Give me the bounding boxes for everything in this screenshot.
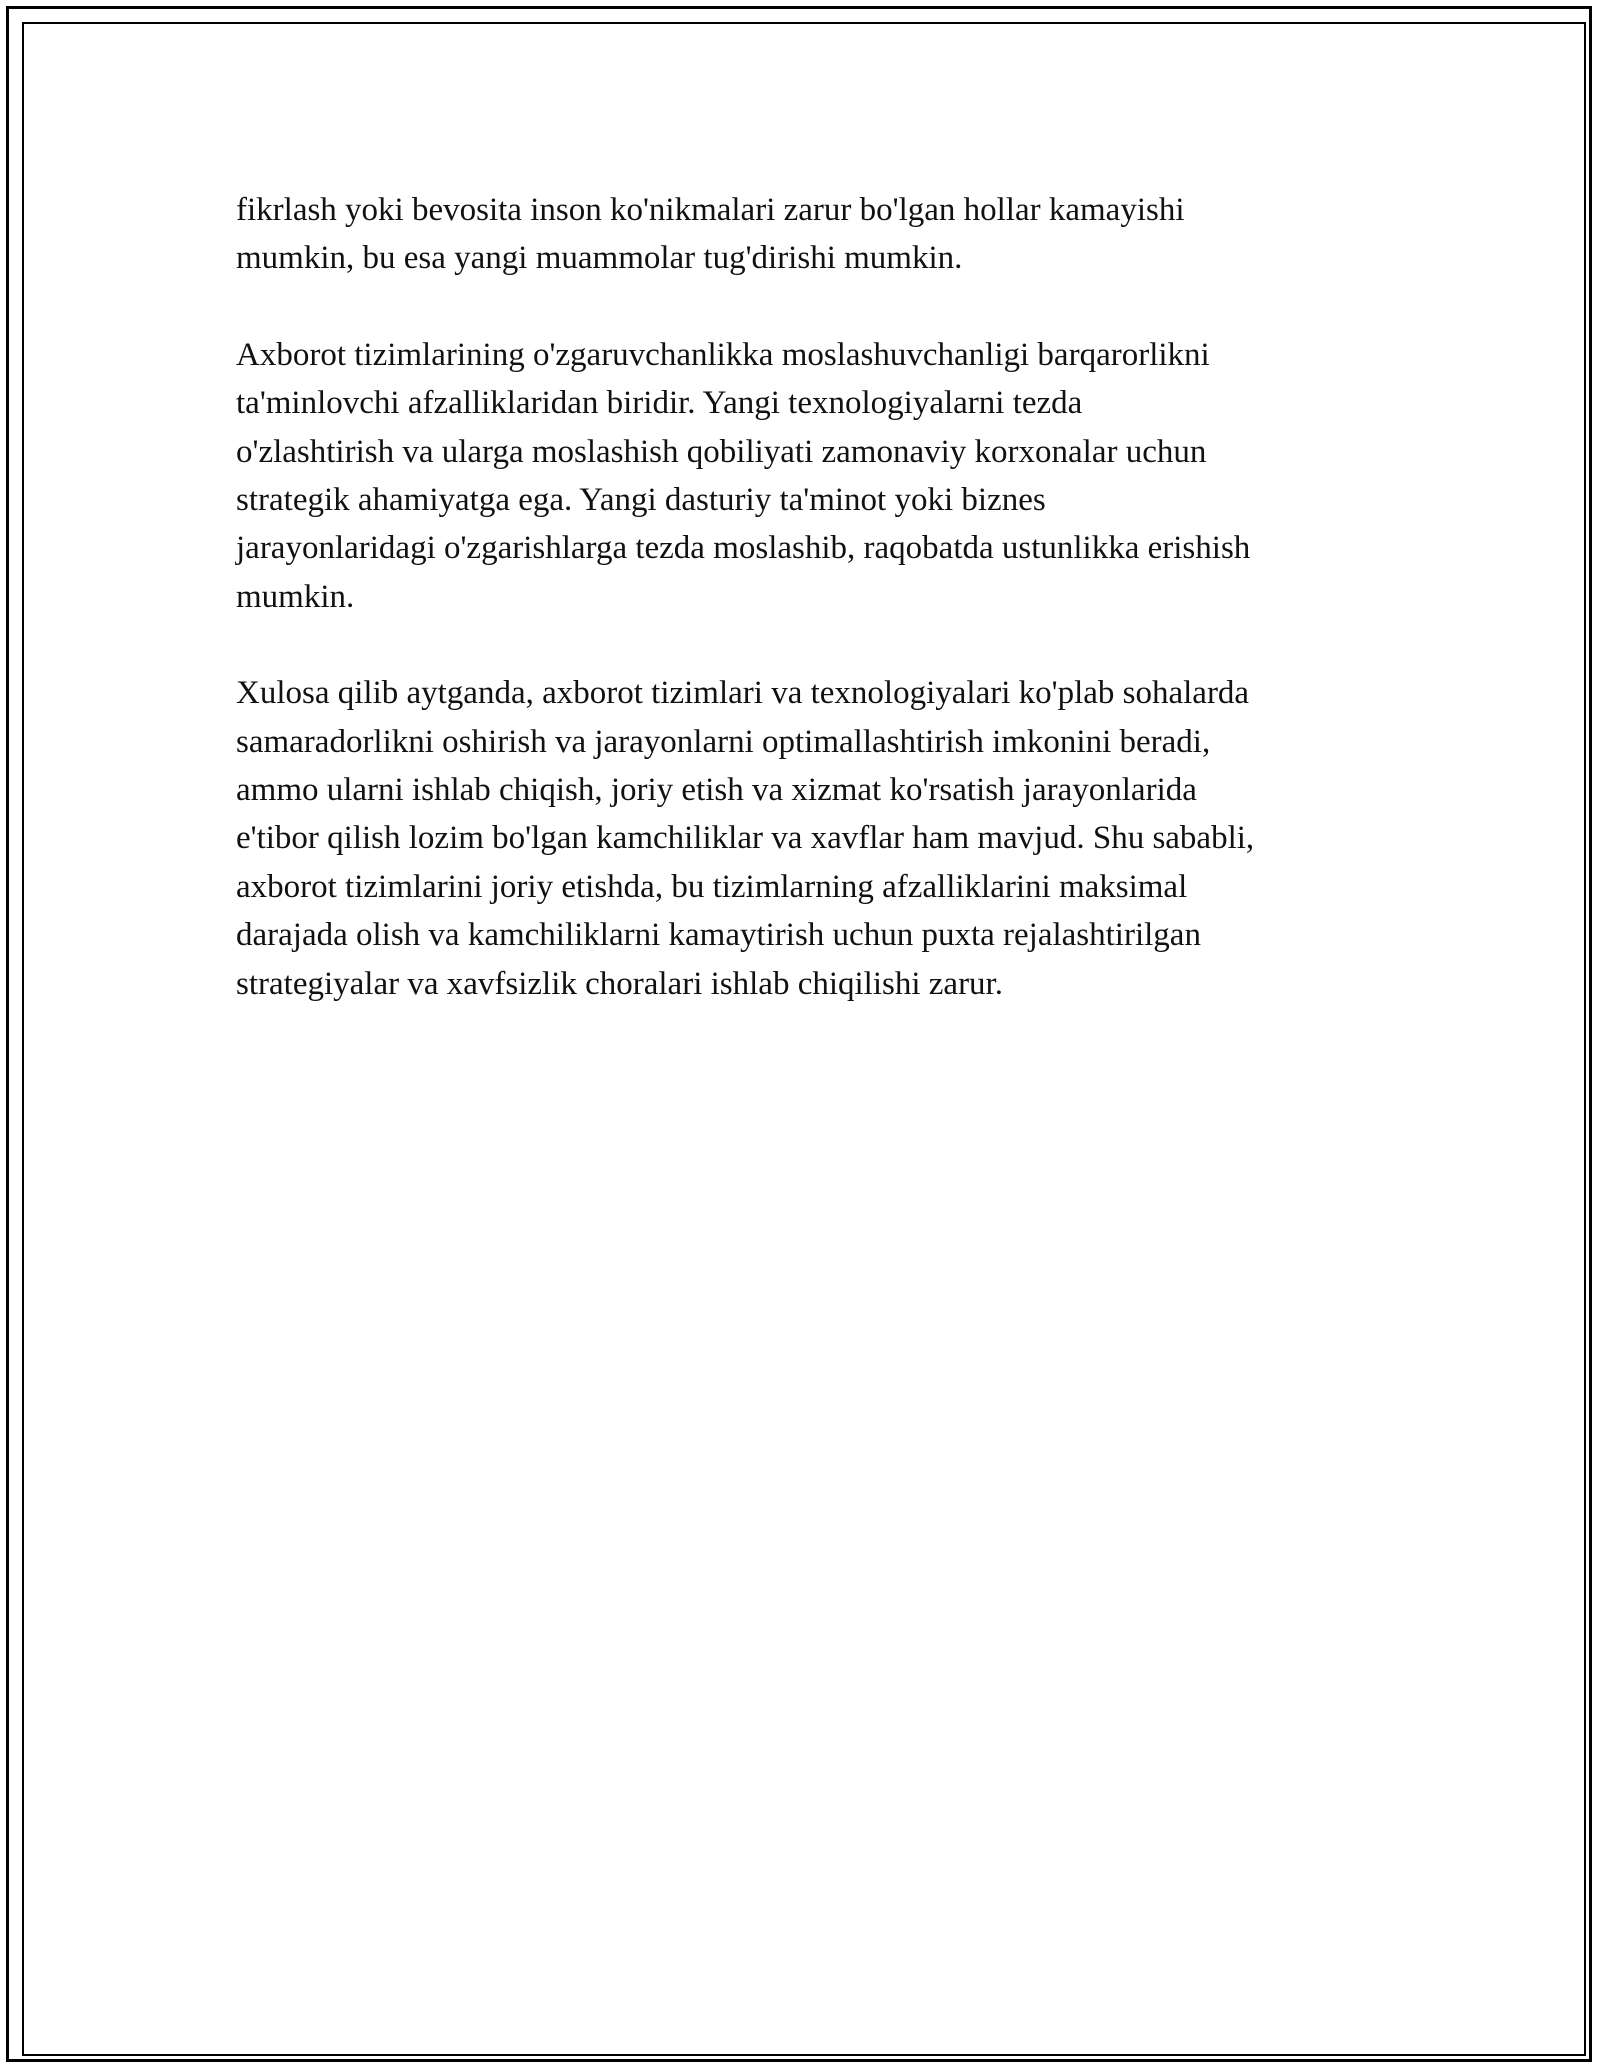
text-line: ammo ularni ishlab chiqish, joriy etish va xizmat ko'rsatish jarayonlarida: [236, 772, 1197, 809]
text-line: e'tibor qilish lozim bo'lgan kamchiliklar va xavflar ham mavjud. Shu sababli,: [236, 820, 1255, 857]
paragraph-1: [236, 186, 1376, 283]
text-line: fikrlash yoki bevosita inson ko'nikmalari zarur bo'lgan hollar kamayishi: [236, 192, 1185, 228]
text-line: strategiyalar va xavfsizlik choralari ishlab chiqilishi zarur.: [236, 965, 1003, 1002]
text-line: axborot tizimlarini joriy etishda, bu tizimlarning afzalliklarini maksimal: [236, 868, 1188, 905]
text-line: samaradorlikni oshirish va jarayonlarni optimallashtirish imkonini beradi,: [236, 723, 1211, 760]
paragraph-2: [236, 331, 1376, 621]
text-line: jarayonlaridagi o'zgarishlarga tezda moslashib, raqobatda ustunlikka erishish: [236, 530, 1251, 567]
paragraph-3: [236, 669, 1376, 1008]
text-line: mumkin, bu esa yangi muammolar tug'dirishi mumkin.: [236, 240, 963, 277]
text-line: ta'minlovchi afzalliklaridan biridir. Yangi texnologiyalarni tezda: [236, 385, 1083, 422]
text-line: strategik ahamiyatga ega. Yangi dasturiy ta'minot yoki biznes: [236, 482, 1046, 519]
text-line: Xulosa qilib aytganda, axborot tizimlari va texnologiyalari ko'plab sohalarda: [236, 675, 1250, 712]
text-line: o'zlashtirish va ularga moslashish qobiliyati zamonaviy korxonalar uchun: [236, 433, 1207, 470]
text-line: darajada olish va kamchiliklarni kamaytirish uchun puxta rejalashtirilgan: [236, 917, 1201, 954]
text-line: Axborot tizimlarining o'zgaruvchanlikka moslashuvchanligi barqarorlikni: [236, 336, 1210, 373]
document-body: [236, 186, 1376, 1056]
text-line: mumkin.: [236, 578, 355, 615]
